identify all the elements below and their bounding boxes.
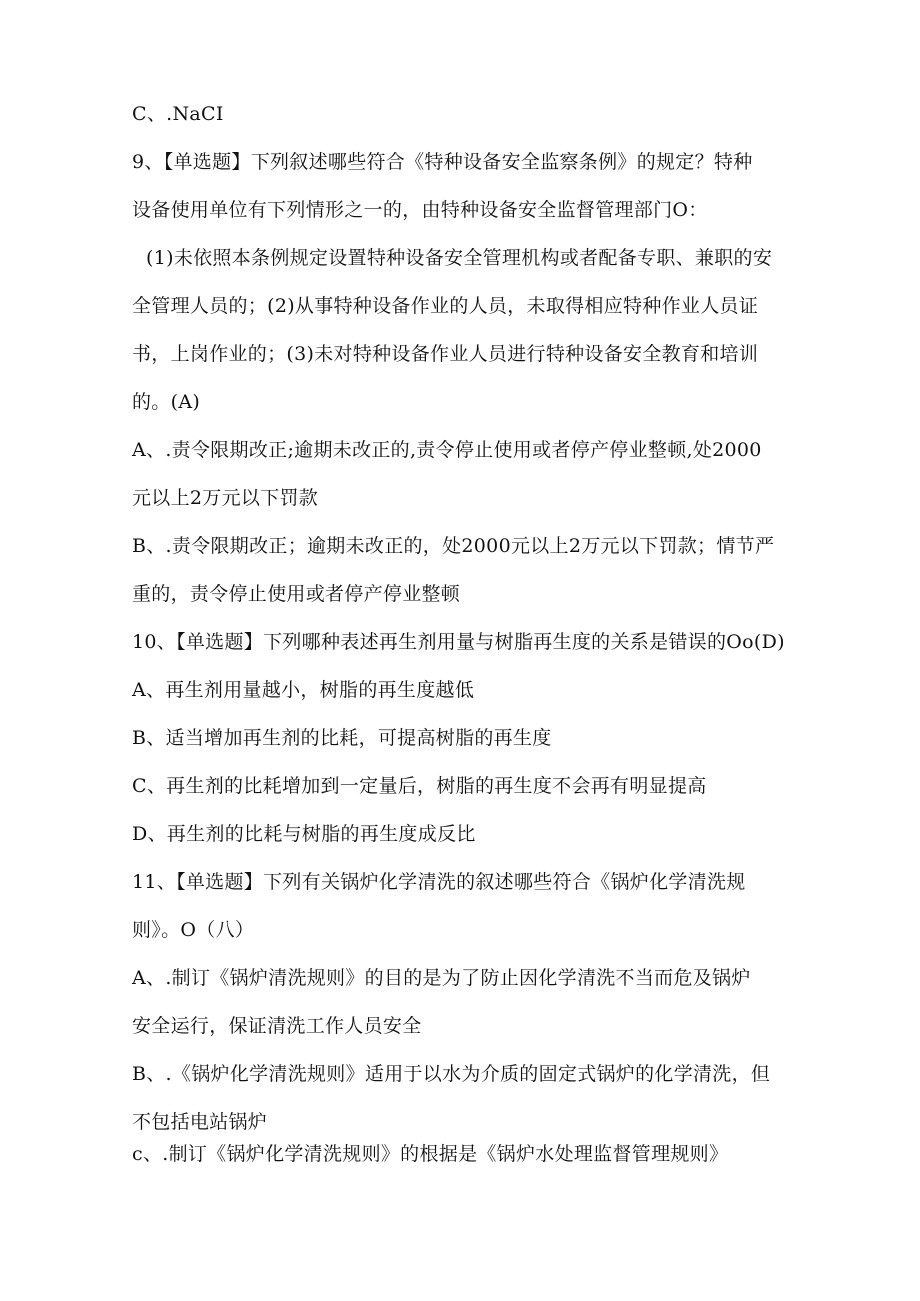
q9-stem-line-6: 的。(A) (132, 391, 201, 413)
q10-option-d: D、再生剂的比耗与树脂的再生度成反比 (132, 823, 476, 845)
q11-option-a-line-1: A、.制订《锅炉清洗规则》的目的是为了防止因化学清洗不当而危及锅炉 (132, 967, 751, 989)
q10-option-b: B、适当增加再生剂的比耗，可提高树脂的再生度 (132, 727, 552, 749)
q10-option-a: A、再生剂用量越小，树脂的再生度越低 (132, 679, 475, 701)
q11-option-b-line-2: 不包括电站锅炉 (132, 1111, 268, 1133)
q11-stem-line-2: 则》。O（八） (132, 919, 255, 941)
q9-stem-line-2: 设备使用单位有下列情形之一的，由特种设备安全监督管理部门O： (132, 199, 708, 221)
q11-option-c: c、.制订《锅炉化学清洗规则》的根据是《锅炉水处理监督管理规则》 (132, 1143, 729, 1165)
q9-option-a-line-1: A、.责令限期改正;逾期未改正的,责令停止使用或者停产停业整顿,处2000 (132, 439, 762, 461)
q11-option-b-line-1: B、.《锅炉化学清洗规则》适用于以水为介质的固定式锅炉的化学清洗，但 (132, 1063, 771, 1085)
q11-option-a-line-2: 安全运行，保证清洗工作人员安全 (132, 1015, 422, 1037)
q11-stem-line-1: 11、【单选题】下列有关锅炉化学清洗的叙述哪些符合《锅炉化学清洗规 (132, 871, 746, 893)
q9-option-a-line-2: 元以上2万元以下罚款 (132, 487, 319, 509)
q10-option-c: C、再生剂的比耗增加到一定量后，树脂的再生度不会再有明显提高 (132, 775, 707, 797)
q9-option-b-line-2: 重的，责令停止使用或者停产停业整顿 (132, 583, 461, 605)
q8-option-c: C、.NaCI (132, 103, 224, 125)
q9-stem-line-5: 书，上岗作业的；(3)未对特种设备作业人员进行特种设备安全教育和培训 (132, 343, 759, 365)
q9-stem-line-4: 全管理人员的；(2)从事特种设备作业的人员，未取得相应特种作业人员证 (132, 295, 759, 317)
q9-option-b-line-1: B、.责令限期改正；逾期未改正的，处2000元以上2万元以下罚款；情节严 (132, 535, 775, 557)
q9-stem-line-3: (1)未依照本条例规定设置特种设备安全管理机构或者配备专职、兼职的安 (146, 247, 773, 269)
q9-stem-line-1: 9、【单选题】下列叙述哪些符合《特种设备安全监察条例》的规定？特种 (132, 151, 753, 173)
q10-stem: 10、【单选题】下列哪种表述再生剂用量与树脂再生度的关系是错误的Oo(D) (132, 631, 785, 653)
